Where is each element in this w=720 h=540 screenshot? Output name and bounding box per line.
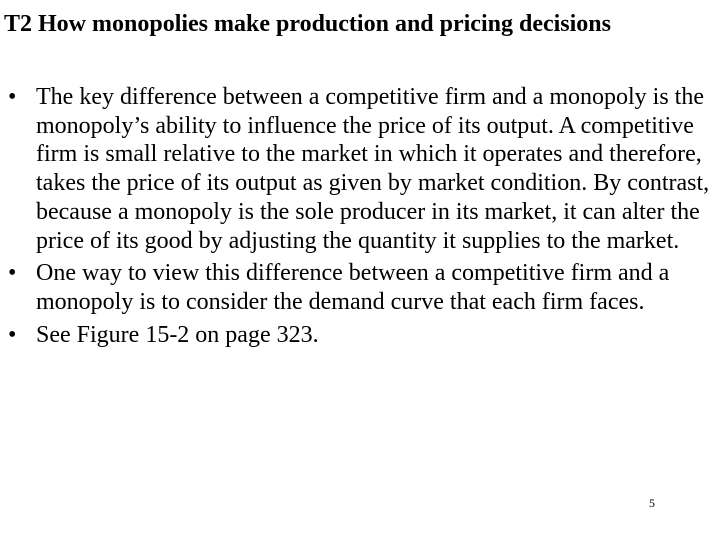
- bullet-list: [4, 83, 712, 349]
- bullet-item-demand-curve: [4, 259, 712, 316]
- bullet-icon: •: [8, 260, 17, 287]
- bullet-icon: •: [8, 321, 17, 348]
- slide-title: T2 How monopolies make production and pricing decisions: [4, 11, 611, 37]
- bullet-item-competitive-vs-monopoly: [4, 83, 712, 255]
- bullet-text: One way to view this difference between a competitive firm and a monopoly is to consider the demand curve that each firm faces.: [36, 260, 670, 315]
- bullet-icon: •: [8, 84, 17, 110]
- bullet-item-figure-reference: [4, 321, 712, 350]
- bullet-text: See Figure 15-2 on page 323.: [36, 321, 319, 348]
- page-number: 5: [649, 496, 655, 510]
- bullet-text: The key difference between a competitive firm and a monopoly is the monopoly’s ability to influence the price of its output. A competitive firm is small relative to the market in which it operates and therefore, takes the price of its output as given by market condition. By contrast, because a monopoly is the sole producer in its market, it can alter the price of its good by adjusting the quantity it supplies to the market.: [36, 84, 710, 254]
